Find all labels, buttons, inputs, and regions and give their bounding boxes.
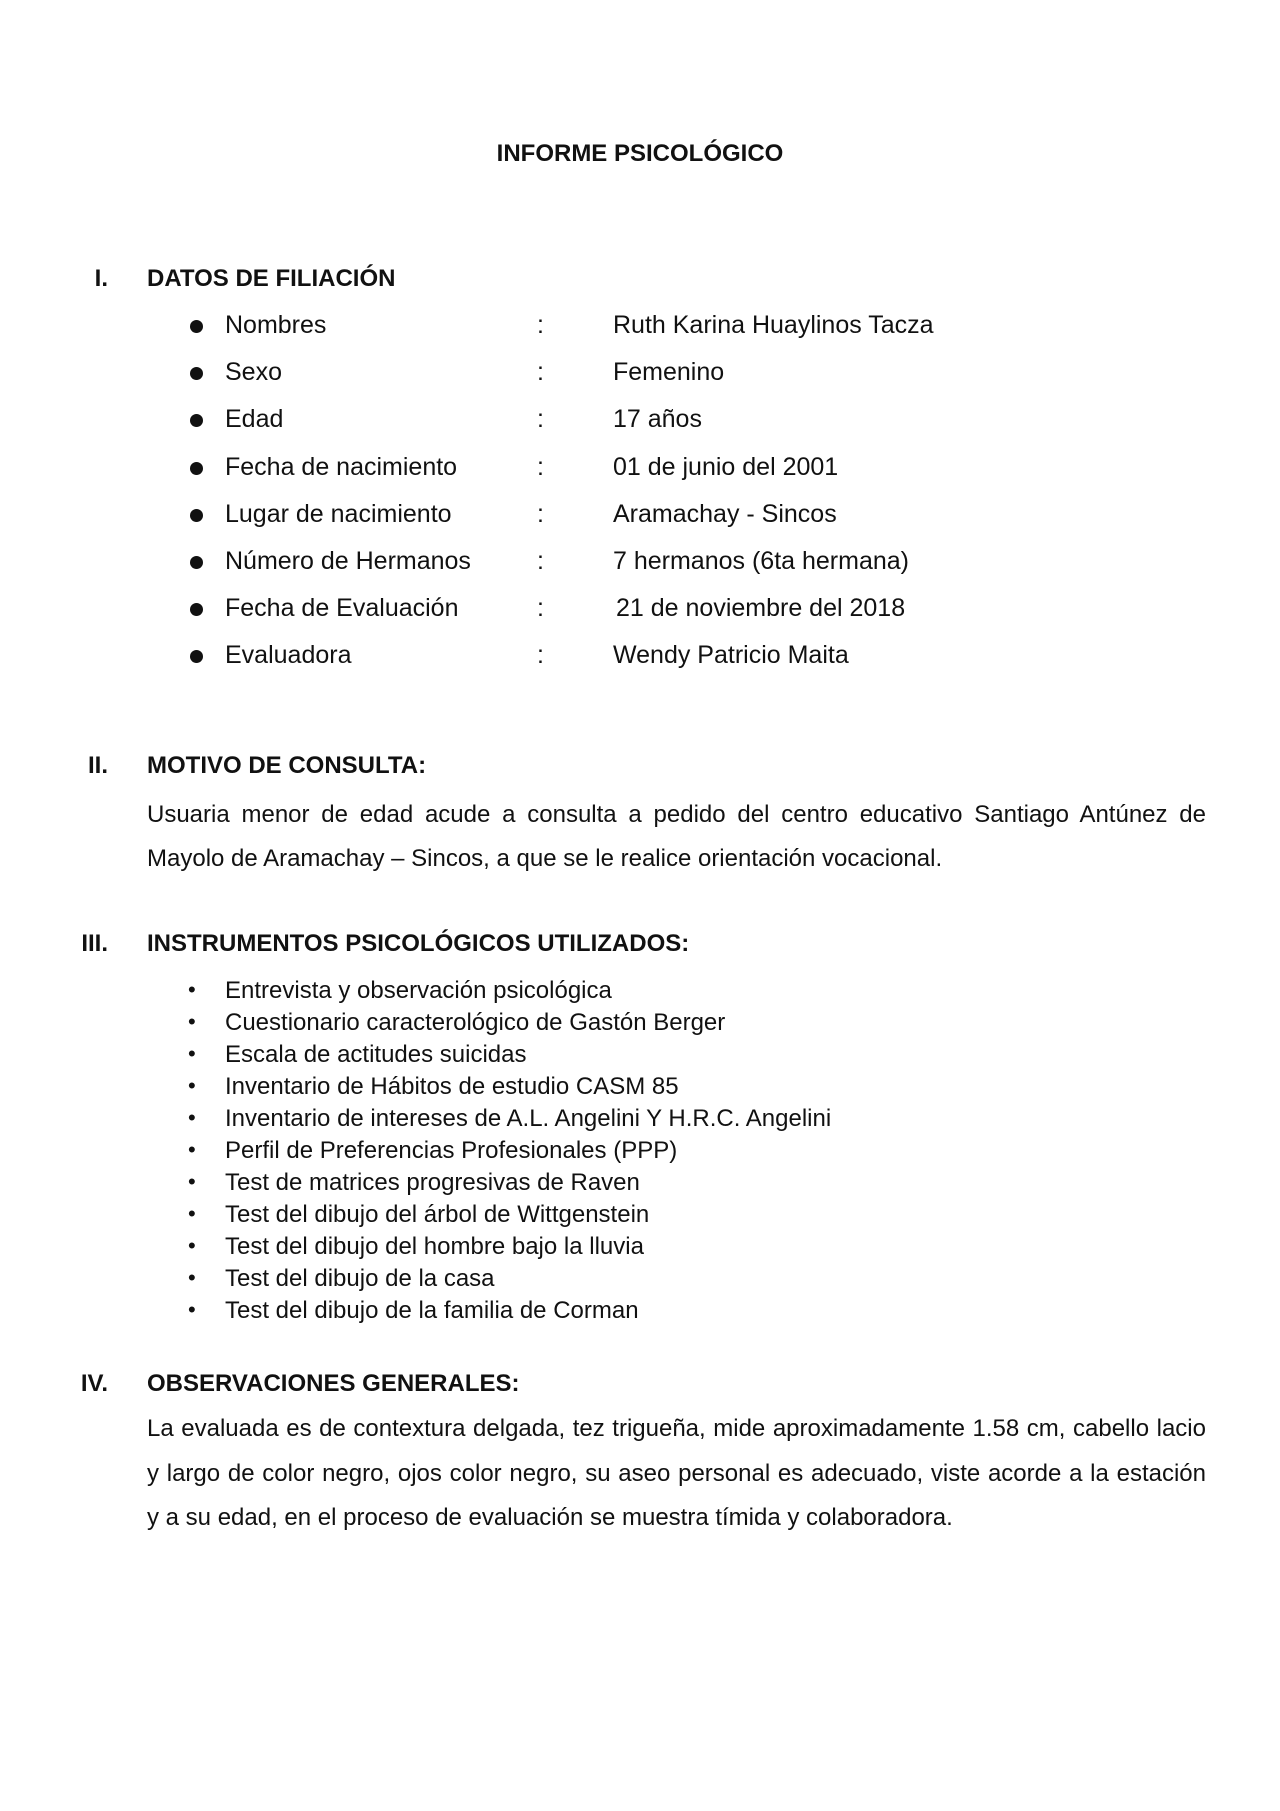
filiation-value: Ruth Karina Huaylinos Tacza <box>613 311 934 339</box>
section-3-heading: INSTRUMENTOS PSICOLÓGICOS UTILIZADOS: <box>147 930 690 957</box>
instrument-text: Cuestionario caracterológico de Gastón Berger <box>225 1009 726 1036</box>
bullet-icon: • <box>188 1265 196 1290</box>
bullet-dot-icon <box>190 414 203 427</box>
instrument-text: Test de matrices progresivas de Raven <box>225 1169 640 1196</box>
filiation-separator: : <box>537 311 544 339</box>
filiation-label: Lugar de nacimiento <box>225 500 452 528</box>
instrument-text: Test del dibujo de la casa <box>225 1265 495 1292</box>
bullet-dot-icon <box>190 509 203 522</box>
filiation-value: 17 años <box>613 405 702 433</box>
filiation-label: Evaluadora <box>225 641 352 669</box>
filiation-label: Fecha de Evaluación <box>225 594 459 622</box>
list-item <box>0 1041 1280 1071</box>
filiation-label: Sexo <box>225 358 282 386</box>
bullet-icon: • <box>188 1009 196 1034</box>
bullet-dot-icon <box>190 650 203 663</box>
filiation-value: Wendy Patricio Maita <box>613 641 849 669</box>
list-item <box>0 1233 1280 1263</box>
bullet-icon: • <box>188 1137 196 1162</box>
list-item <box>0 1105 1280 1135</box>
consultation-reason-paragraph: Usuaria menor de edad acude a consulta a pedido del centro educativo Santiago Antúnez de Mayolo de Aramachay – Sincos, a que se le realice orientación vocacional. <box>147 801 1206 872</box>
bullet-icon: • <box>188 1041 196 1066</box>
instrument-text: Perfil de Preferencias Profesionales (PPP) <box>225 1137 678 1164</box>
list-item <box>0 977 1280 1007</box>
filiation-separator: : <box>537 453 544 481</box>
filiation-separator: : <box>537 547 544 575</box>
bullet-icon: • <box>188 1297 196 1322</box>
list-item <box>0 1201 1280 1231</box>
filiation-value: 21 de noviembre del 2018 <box>616 594 906 622</box>
bullet-dot-icon <box>190 462 203 475</box>
list-item <box>0 1137 1280 1167</box>
instrument-text: Test del dibujo del hombre bajo la lluvia <box>225 1233 644 1260</box>
document-title: INFORME PSICOLÓGICO <box>496 140 784 167</box>
section-4-heading: OBSERVACIONES GENERALES: <box>147 1370 520 1397</box>
section-2-number: II. <box>87 752 108 779</box>
instrument-text: Entrevista y observación psicológica <box>225 977 612 1004</box>
list-item <box>0 1265 1280 1295</box>
instrument-text: Inventario de Hábitos de estudio CASM 85 <box>225 1073 679 1100</box>
filiation-label: Número de Hermanos <box>225 547 471 575</box>
bullet-icon: • <box>188 1201 196 1226</box>
instrument-text: Inventario de intereses de A.L. Angelini Y H.R.C. Angelini <box>225 1105 832 1132</box>
instrument-text: Escala de actitudes suicidas <box>225 1041 527 1068</box>
list-item <box>0 1169 1280 1199</box>
section-4-number: IV. <box>80 1370 108 1397</box>
bullet-icon: • <box>188 1233 196 1258</box>
section-1-number: I. <box>94 265 108 292</box>
bullet-dot-icon <box>190 603 203 616</box>
instrument-text: Test del dibujo del árbol de Wittgenstein <box>225 1201 650 1228</box>
filiation-label: Edad <box>225 405 284 433</box>
bullet-dot-icon <box>190 320 203 333</box>
instrument-text: Test del dibujo de la familia de Corman <box>225 1297 639 1324</box>
bullet-dot-icon <box>190 367 203 380</box>
filiation-value: 7 hermanos (6ta hermana) <box>613 547 909 575</box>
filiation-separator: : <box>537 594 544 622</box>
section-3-number: III. <box>81 930 108 957</box>
list-item <box>0 1009 1280 1039</box>
filiation-value: 01 de junio del 2001 <box>613 453 839 481</box>
bullet-icon: • <box>188 1073 196 1098</box>
filiation-separator: : <box>537 358 544 386</box>
section-2-heading: MOTIVO DE CONSULTA: <box>147 752 427 779</box>
filiation-separator: : <box>537 405 544 433</box>
filiation-separator: : <box>537 641 544 669</box>
general-observations-paragraph: La evaluada es de contextura delgada, tez trigueña, mide aproximadamente 1.58 cm, cabello lacio y largo de color negro, ojos color negro, su aseo personal es adecuado, viste acorde a la estación y a su edad, en el proceso de evaluación se muestra tímida y colaboradora. <box>147 1415 1206 1531</box>
filiation-label: Nombres <box>225 311 327 339</box>
bullet-icon: • <box>188 1105 196 1130</box>
bullet-dot-icon <box>190 556 203 569</box>
bullet-icon: • <box>188 1169 196 1194</box>
filiation-value: Femenino <box>613 358 725 386</box>
filiation-separator: : <box>537 500 544 528</box>
list-item <box>0 1073 1280 1103</box>
bullet-icon: • <box>188 977 196 1002</box>
filiation-label: Fecha de nacimiento <box>225 453 458 481</box>
list-item <box>0 1297 1280 1327</box>
section-1-heading: DATOS DE FILIACIÓN <box>147 265 396 292</box>
filiation-value: Aramachay - Sincos <box>613 500 837 528</box>
